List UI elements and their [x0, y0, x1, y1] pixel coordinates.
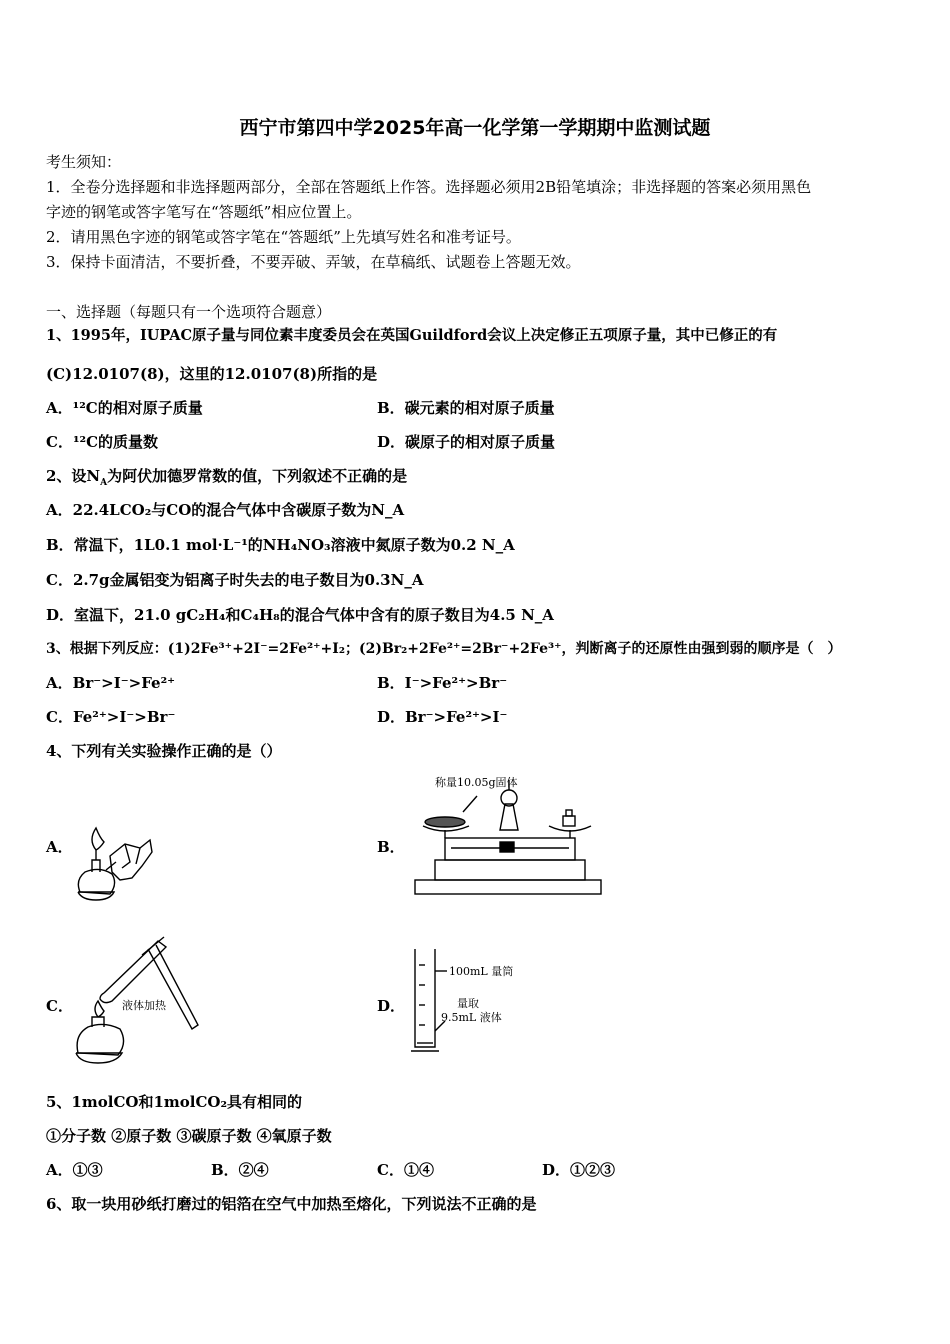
volume-label: 9.5mL 液体 — [441, 1011, 502, 1024]
q4-stem: 4、下列有关实验操作正确的是（） — [46, 742, 282, 760]
balance-label: 称量10.05g固体 — [435, 776, 518, 789]
q6-stem: 6、取一块用砂纸打磨过的铝箔在空气中加热至熔化，下列说法不正确的是 — [46, 1195, 537, 1213]
q3-stem: 3、根据下列反应：(1)2Fe³⁺+2I⁻=2Fe²⁺+I₂；(2)Br₂+2Fe²⁺=2Br⁻+2Fe³⁺，判断离子的还原性由强到弱的顺序是（ ） — [46, 641, 842, 657]
q1-option-d: D．碳原子的相对原子质量 — [377, 433, 556, 451]
q4-option-d: D． — [377, 997, 406, 1015]
q5-option-c: C．①④ — [377, 1161, 434, 1179]
q1-stem-line2: (C)12.0107(8)，这里的12.0107(8)所指的是 — [46, 365, 378, 383]
q5-option-d: D．①②③ — [542, 1161, 616, 1179]
q3-option-d: D．Br⁻>Fe²⁺>I⁻ — [377, 708, 508, 726]
q4-option-a: A． — [46, 838, 73, 856]
cylinder-label: 100mL 量筒 — [449, 965, 514, 978]
notice-item-1-cont: 字迹的钢笔或答字笔写在“答题纸”相应位置上。 — [46, 203, 362, 221]
q2-option-d: D．室温下，21.0 gC₂H₄和C₄H₈的混合气体中含有的原子数目为4.5 N_A — [46, 606, 554, 624]
q2-option-b: B．常温下，1L0.1 mol·L⁻¹的NH₄NO₃溶液中氮原子数为0.2 N_A — [46, 536, 515, 554]
graduated-cylinder-figure — [405, 945, 530, 1057]
notice-item-3: 3．保持卡面清洁，不要折叠，不要弄破、弄皱，在草稿纸、试题卷上答题无效。 — [46, 253, 581, 271]
q5-items: ①分子数 ②原子数 ③碳原子数 ④氧原子数 — [46, 1127, 332, 1145]
page-title: 西宁市第四中学2025年高一化学第一学期期中监测试题 — [239, 117, 711, 139]
q1-stem-line1: 1、1995年，IUPAC原子量与同位素丰度委员会在英国Guildford会议上决定修正五项原子量，其中已修正的有 — [46, 327, 778, 344]
q3-option-b: B．I⁻>Fe²⁺>Br⁻ — [377, 674, 508, 692]
notice-item-2: 2．请用黑色字迹的钢笔或答字笔在“答题纸”上先填写姓名和准考证号。 — [46, 228, 521, 246]
q1-option-a: A．¹²C的相对原子质量 — [46, 399, 203, 417]
q2-option-a: A．22.4LCO₂与CO的混合气体中含碳原子数为N_A — [46, 501, 405, 519]
measure-label: 量取 — [457, 997, 479, 1010]
q1-option-c: C．¹²C的质量数 — [46, 433, 159, 451]
q3-option-a: A．Br⁻>I⁻>Fe²⁺ — [46, 674, 176, 692]
alcohol-lamp-lighting-figure — [70, 822, 160, 904]
notice-heading: 考生须知： — [46, 153, 122, 171]
heating-liquid-figure — [70, 935, 210, 1067]
q1-option-b: B．碳元素的相对原子质量 — [377, 399, 555, 417]
q5-stem: 5、1molCO和1molCO₂具有相同的 — [46, 1093, 303, 1111]
section-heading: 一、选择题（每题只有一个选项符合题意） — [46, 303, 332, 321]
q4-option-c: C． — [46, 997, 73, 1015]
notice-item-1: 1．全卷分选择题和非选择题两部分，全部在答题纸上作答。选择题必须用2B铅笔填涂；非选择题的答案必须用黑色 — [46, 178, 812, 196]
q4-option-b: B． — [377, 838, 405, 856]
balance-weighing-figure — [405, 770, 610, 900]
heating-label: 液体加热 — [122, 999, 166, 1012]
q2-stem: 2、设$N_A$为阿伏加德罗常数的值，下列叙述不正确的是 — [46, 467, 408, 488]
q5-option-b: B．②④ — [211, 1161, 269, 1179]
q5-option-a: A．①③ — [46, 1161, 103, 1179]
q2-option-c: C．2.7g金属铝变为铝离子时失去的电子数目为0.3N_A — [46, 571, 424, 589]
q3-option-c: C．Fe²⁺>I⁻>Br⁻ — [46, 708, 176, 726]
